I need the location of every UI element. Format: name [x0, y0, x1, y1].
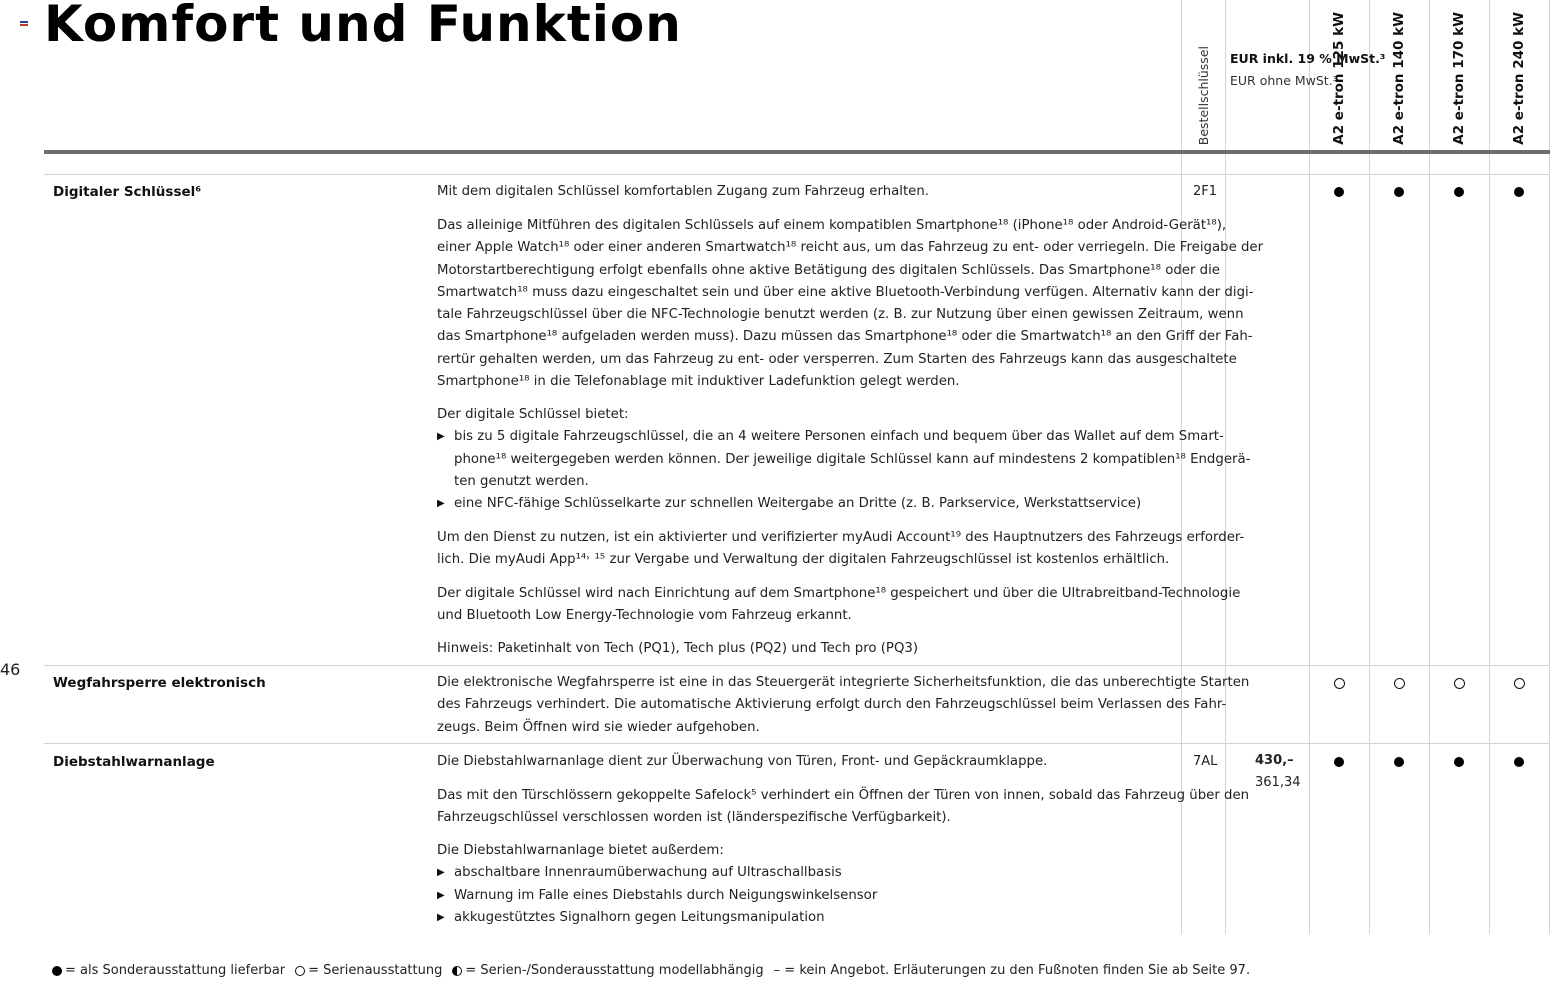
availability-filled-icon: [1334, 187, 1344, 197]
row-divider: [44, 665, 1550, 666]
legend: [52, 963, 1260, 978]
feature-description: Das mit den Türschlössern gekoppelte Safelock⁵ verhindert ein Öffnen der Türen von innen, sobald das Fahrzeug über den Fahrzeugschlüssel verschlossen worden ist (länderspezifische Verfügbarkeit).: [437, 788, 1250, 826]
offers-heading: Der digitale Schlüssel bietet:: [437, 407, 629, 422]
triangle-right-icon: ▶: [437, 867, 445, 879]
feature-offers: [437, 404, 1250, 515]
order-code: 7AL: [1193, 754, 1218, 769]
column-header-model: A2 e-tron 140 kW: [1391, 12, 1407, 145]
availability-filled-icon: [1394, 187, 1404, 197]
feature-name: Wegfahrsperre elektronisch: [53, 675, 266, 691]
availability-open-icon: [1454, 678, 1465, 689]
availability-filled-icon: [1334, 757, 1344, 767]
feature-intro: Mit dem digitalen Schlüssel komfortablen Zugang zum Fahrzeug erhalten.: [437, 184, 930, 199]
feature-intro: Die Diebstahlwarnanlage dient zur Überwachung von Türen, Front- und Gepäckraumklappe.: [437, 754, 1048, 769]
legend-item-model-dependent: = Serien-/Sonderausstattung modellabhängig: [452, 963, 763, 978]
brand-mark-top: [20, 21, 28, 23]
list-item: ▶ Warnung im Falle eines Diebstahls durch Neigungswinkelsensor: [437, 885, 877, 907]
brand-mark-bottom: [20, 24, 28, 26]
header-rule: [44, 150, 1550, 154]
open-circle-icon: [295, 966, 305, 976]
legend-item-standard: = Serienausstattung: [295, 963, 442, 978]
availability-filled-icon: [1454, 187, 1464, 197]
feature-description: Die elektronische Wegfahrsperre ist eine in das Steuergerät integrierte Sicherheitsfunktion, die das unberechtigte Starten des Fahrzeugs verhindert. Die automatische Aktivierung erfolgt durch den Fahrzeugschlüssel beim Verlassen des Fahr- zeugs. Beim Öffnen wird sie wieder aufgehoben.: [437, 675, 1250, 735]
triangle-right-icon: ▶: [437, 889, 445, 901]
page-number: 46: [0, 660, 21, 679]
price-excl: 361,34: [1255, 775, 1301, 790]
order-code: 2F1: [1193, 184, 1218, 199]
price-incl-label: EUR inkl. 19 % MwSt.³: [1230, 51, 1386, 66]
column-header-price: [1230, 48, 1385, 93]
feature-description: Das alleinige Mitführen des digitalen Schlüssels auf einem kompatiblen Smartphone¹⁸ (iPhone¹⁸ oder Android-Gerät¹⁸), einer Apple Watch¹⁸ oder einer anderen Smartwatch¹⁸ reicht aus, um das Fahrzeug zu ent- oder verriegeln. Die Freigabe der Motorstartberechtigung erfolgt ebenfalls ohne aktive Betätigung des digitalen Schlüssels. Das Smartphone¹⁸ oder die Smartwatch¹⁸ muss dazu eingeschaltet sein und über eine aktive Bluetooth-Verbindung verfügen. Alternativ kann der digi- tale Fahrzeugschlüssel über die NFC-Technologie benutzt werden (z. B. zur Nutzung über einen gewissen Zeitraum, wenn das Smartphone¹⁸ aufgeladen werden muss). Dazu müssen das Smartphone¹⁸ oder die Smartwatch¹⁸ an den Griff der Fah- rertür gehalten werden, um das Fahrzeug zu ent- oder versperren. Zum Starten des Fahrzeugs kann das ausgeschaltete Smartphone¹⁸ in die Telefonablage mit induktiver Ladefunktion gelegt werden.: [437, 218, 1264, 390]
legend-item-not-available: – = kein Angebot. Erläuterungen zu den Fußnoten finden Sie ab Seite 97.: [773, 963, 1251, 978]
feature-technology: Der digitale Schlüssel wird nach Einrichtung auf dem Smartphone¹⁸ gespeichert und über die Ultrabreitband-Technologie und Bluetooth Low Energy-Technologie vom Fahrzeug erkannt.: [437, 586, 1241, 624]
triangle-right-icon: ▶: [437, 498, 445, 510]
column-divider: [1429, 0, 1430, 934]
column-divider: [1369, 0, 1370, 934]
availability-filled-icon: [1454, 757, 1464, 767]
price-incl: 430,–: [1255, 753, 1294, 768]
availability-filled-icon: [1514, 757, 1524, 767]
price-cell: [1255, 750, 1301, 794]
availability-open-icon: [1514, 678, 1525, 689]
column-divider: [1309, 0, 1310, 934]
column-divider: [1489, 0, 1490, 934]
availability-open-icon: [1334, 678, 1345, 689]
legend-item-optional: = als Sonderausstattung lieferbar: [52, 963, 285, 978]
offers-heading: Die Diebstahlwarnanlage bietet außerdem:: [437, 843, 724, 858]
availability-filled-icon: [1394, 757, 1404, 767]
row-divider: [44, 174, 1550, 175]
page-title: Komfort und Funktion: [44, 0, 682, 53]
half-circle-icon: [452, 966, 462, 976]
feature-note: Hinweis: Paketinhalt von Tech (PQ1), Tech plus (PQ2) und Tech pro (PQ3): [437, 641, 919, 656]
row-divider: [44, 743, 1550, 744]
column-header-model: A2 e-tron 125 kW: [1331, 12, 1347, 145]
list-item: ▶ eine NFC-fähige Schlüsselkarte zur schnellen Weitergabe an Dritte (z. B. Parkservice, Werkstattservice): [437, 493, 1250, 515]
feature-offers: [437, 840, 877, 929]
filled-circle-icon: [52, 966, 62, 976]
availability-filled-icon: [1514, 187, 1524, 197]
feature-requirements: Um den Dienst zu nutzen, ist ein aktivierter und verifizierter myAudi Account¹⁹ des Hauptnutzers des Fahrzeugs erforder- lich. Die myAudi App¹⁴˒ ¹⁵ zur Vergabe und Verwaltung der digitalen Fahrzeugschlüssel ist kostenlos erhältlich.: [437, 530, 1245, 568]
column-header-order-key: Bestellschlüssel: [1196, 45, 1211, 145]
list-item: ▶ akkugestütztes Signalhorn gegen Leitungsmanipulation: [437, 907, 877, 929]
feature-name: Diebstahlwarnanlage: [53, 754, 215, 770]
column-header-model: A2 e-tron 240 kW: [1511, 12, 1527, 145]
price-excl-label: EUR ohne MwSt.³: [1230, 73, 1338, 89]
availability-open-icon: [1394, 678, 1405, 689]
column-header-model: A2 e-tron 170 kW: [1451, 12, 1467, 145]
feature-name: Digitaler Schlüssel⁶: [53, 184, 202, 200]
triangle-right-icon: ▶: [437, 911, 445, 923]
list-item: ▶ bis zu 5 digitale Fahrzeugschlüssel, die an 4 weitere Personen einfach und bequem über das Wallet auf dem Smart- phone¹⁸ weitergegeben werden können. Der jeweilige digitale Schlüssel kann auf mindestens 2 kompatiblen¹⁸ Endgerä- ten genutzt werden.: [437, 426, 1250, 493]
list-item: ▶ abschaltbare Innenraumüberwachung auf Ultraschallbasis: [437, 862, 877, 884]
triangle-right-icon: ▶: [437, 431, 445, 443]
